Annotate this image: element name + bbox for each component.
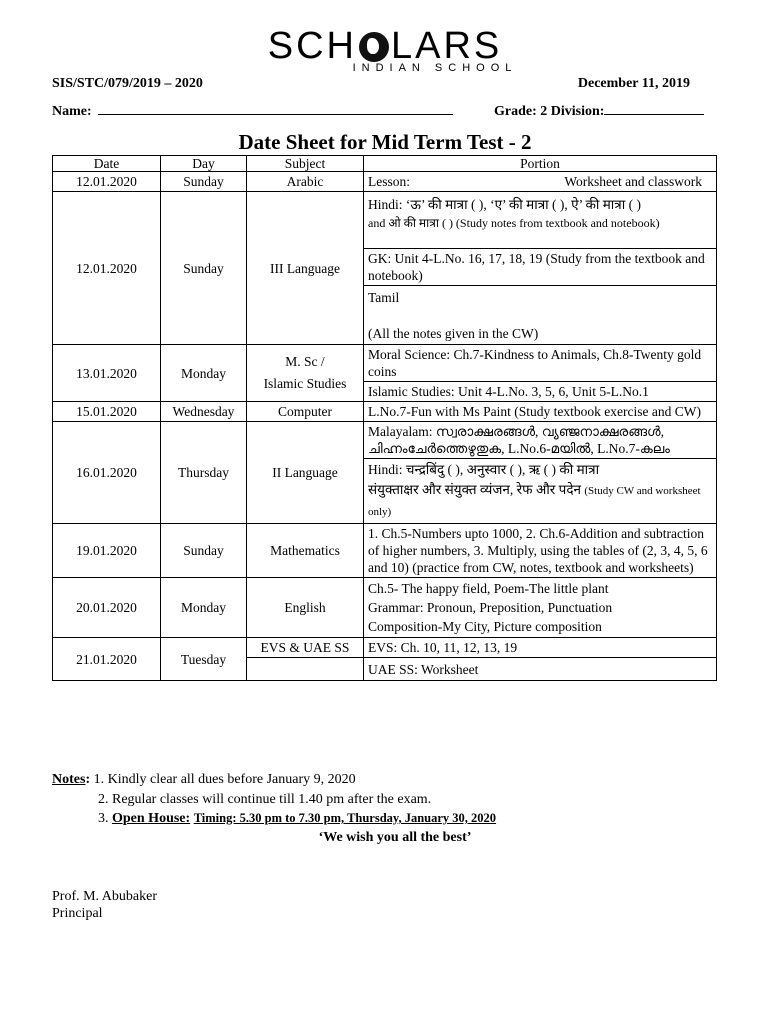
exam-subject: II Language (247, 422, 364, 524)
date-sheet-table (52, 155, 717, 681)
exam-portion (364, 578, 717, 638)
table-header-row (53, 156, 717, 172)
table-row (53, 192, 717, 249)
table-row (53, 422, 717, 459)
signatory-name: Prof. M. Abubaker (52, 889, 157, 904)
exam-portion: 1. Ch.5-Numbers upto 1000, 2. Ch.6-Addition and subtraction of higher numbers, 3. Multiply, using the tables of (2, 3, 4, 5, 6 and 10) (practice from CW, notes, textbook and worksheets) (364, 524, 717, 578)
exam-subject: Mathematics (247, 524, 364, 578)
exam-date: 13.01.2020 (53, 345, 161, 402)
col-header-portion: Portion (364, 156, 717, 172)
portion-hindi: Hindi: ‘ऊ’ की मात्रा ( ), ‘ए’ की मात्रा ( ), ऐ’ की मात्रा ( ) (368, 197, 641, 212)
exam-portion (364, 459, 717, 524)
exam-date: 15.01.2020 (53, 402, 161, 422)
portion-tamil-note: (All the notes given in the CW) (368, 326, 539, 341)
exam-portion: Islamic Studies: Unit 4-L.No. 3, 5, 6, Unit 5-L.No.1 (364, 382, 717, 402)
note-item: 2. Regular classes will continue till 1.40 pm after the exam. (98, 791, 432, 807)
exam-subject: EVS & UAE SS (247, 638, 364, 658)
portion-hindi-note: (Study CW and worksheet only) (368, 485, 701, 518)
exam-date: 19.01.2020 (53, 524, 161, 578)
exam-portion (364, 172, 717, 192)
logo-text-right: LARS (390, 25, 503, 67)
notes-label: Notes (52, 772, 86, 787)
table-row (53, 524, 717, 578)
exam-day: Monday (161, 578, 247, 638)
division-blank-line (604, 102, 704, 115)
exam-day: Sunday (161, 192, 247, 345)
globe-icon (359, 32, 389, 62)
col-header-date: Date (53, 156, 161, 172)
portion-detail: Worksheet and classwork (564, 174, 702, 189)
portion-hindi-line-2: संयुक्ताक्षर और संयुक्त व्यंजन, रेफ और पदेन (368, 482, 581, 497)
exam-day: Sunday (161, 524, 247, 578)
grade-field (494, 102, 704, 120)
exam-date: 20.01.2020 (53, 578, 161, 638)
portion-lesson-label: Lesson: (368, 174, 410, 189)
note-item: 3. Open House: Timing: 5.30 pm to 7.30 pm, Thursday, January 30, 2020 (98, 811, 497, 826)
name-field (52, 102, 453, 120)
table-row (53, 402, 717, 422)
exam-date: 12.01.2020 (53, 192, 161, 345)
exam-day: Wednesday (161, 402, 247, 422)
document-date: December 11, 2019 (577, 76, 690, 91)
exam-day: Sunday (161, 172, 247, 192)
exam-portion: EVS: Ch. 10, 11, 12, 13, 19 (364, 638, 717, 658)
open-house-label: Open House: (112, 811, 191, 826)
empty-cell (247, 658, 364, 681)
logo-subtitle: INDIAN SCHOOL (352, 62, 518, 74)
logo-wordmark (268, 26, 503, 66)
exam-portion: UAE SS: Worksheet (364, 658, 717, 681)
exam-date: 12.01.2020 (53, 172, 161, 192)
grade-label: Grade: 2 Division: (494, 104, 605, 119)
exam-portion (364, 192, 717, 249)
col-header-day: Day (161, 156, 247, 172)
closing-wish: ‘We wish you all the best’ (318, 830, 472, 845)
logo-text-left: SCH (267, 25, 357, 67)
page-title: Date Sheet for Mid Term Test - 2 (238, 130, 532, 154)
portion-tamil: Tamil (368, 290, 400, 305)
exam-date: 21.01.2020 (53, 638, 161, 681)
open-house-timing: Timing: 5.30 pm to 7.30 pm, Thursday, January 30, 2020 (193, 811, 497, 825)
exam-portion (364, 286, 717, 345)
notes-section: Notes: 1. Kindly clear all dues before January 9, 2020 2. Regular classes will continue till 1.40 pm after the exam. 3. Open House: Timing: 5.30 pm to 7.30 pm, Thursday, January 30, 2020 (52, 770, 496, 829)
exam-day: Monday (161, 345, 247, 402)
exam-subject: English (247, 578, 364, 638)
table-row (53, 578, 717, 638)
name-blank-line (98, 102, 453, 115)
exam-date: 16.01.2020 (53, 422, 161, 524)
table-row (53, 638, 717, 658)
subject-line-2: Islamic Studies (263, 376, 347, 391)
exam-subject: Arabic (247, 172, 364, 192)
exam-portion: L.No.7-Fun with Ms Paint (Study textbook exercise and CW) (364, 402, 717, 422)
signature-block (52, 888, 157, 922)
portion-line: Composition-My City, Picture composition (368, 619, 602, 634)
exam-subject: III Language (247, 192, 364, 345)
exam-portion: Malayalam: സ്വരാക്ഷരങ്ങൾ, വ്യഞ്ജനാക്ഷരങ്ങൾ, ചിഹ്നംചേർത്തെഴുതുക, L.No.6-മയിൽ, L.No.7-കലം (364, 422, 717, 459)
col-header-subject: Subject (247, 156, 364, 172)
portion-hindi-cont: and ओ की मात्रा ( ) (Study notes from textbook and notebook) (368, 216, 660, 230)
exam-subject: Computer (247, 402, 364, 422)
reference-number: SIS/STC/079/2019 – 2020 (52, 76, 203, 91)
signatory-role: Principal (52, 906, 103, 921)
exam-day: Thursday (161, 422, 247, 524)
table-row (53, 172, 717, 192)
name-label: Name: (52, 104, 92, 119)
exam-subject (247, 345, 364, 402)
subject-line-1: M. Sc / (285, 354, 325, 369)
portion-hindi-line-1: Hindi: चन्द्रबिंदु ( ), अनुस्वार ( ), ऋ ( ) की मात्रा (368, 462, 600, 477)
table-row (53, 345, 717, 382)
exam-portion: GK: Unit 4-L.No. 16, 17, 18, 19 (Study from the textbook and notebook) (364, 249, 717, 286)
school-logo (0, 26, 770, 74)
exam-day: Tuesday (161, 638, 247, 681)
portion-line: Grammar: Pronoun, Preposition, Punctuation (368, 600, 613, 615)
portion-line: Ch.5- The happy field, Poem-The little plant (368, 581, 609, 596)
exam-portion: Moral Science: Ch.7-Kindness to Animals, Ch.8-Twenty gold coins (364, 345, 717, 382)
note-item: 1. Kindly clear all dues before January 9, 2020 (93, 772, 356, 787)
